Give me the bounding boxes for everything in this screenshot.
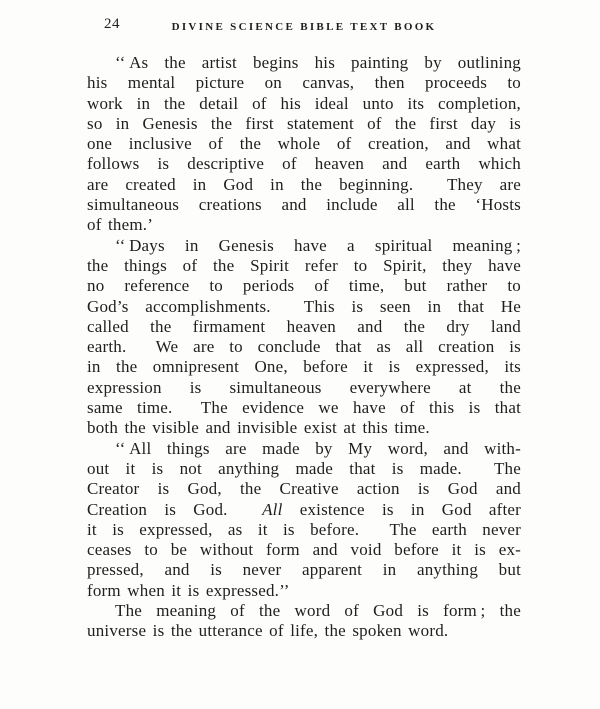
page-number: 24	[104, 16, 120, 32]
text-line: ‘‘ As the artist begins his painting by outlining	[115, 53, 521, 72]
text-line: ‘‘ All things are made by My word, and with-	[115, 438, 521, 458]
text-line: both the visible and invisible exist at this time.	[87, 418, 430, 438]
text-line: out it is not anything made that is made. The	[87, 458, 521, 478]
text-line	[87, 500, 521, 520]
text-line: the things of the Spirit refer to Spirit, they have	[87, 255, 521, 275]
text-line: simultaneous creations and include all the ‘Hosts	[87, 195, 521, 215]
text-line: expression is simultaneous everywhere at the	[87, 377, 521, 397]
italic-text: All	[262, 499, 283, 519]
text-line: one inclusive of the whole of creation, and what	[87, 134, 521, 154]
text-line: work in the detail of his ideal unto its completion,	[87, 93, 521, 113]
text-line: it is expressed, as it is before. The earth never	[87, 519, 521, 539]
text-line: of them.’	[87, 215, 154, 235]
text-segment: Creation is God.	[87, 499, 263, 519]
text-line: universe is the utterance of life, the spoken word.	[87, 621, 449, 641]
running-title: DIVINE SCIENCE BIBLE TEXT BOOK	[171, 21, 437, 33]
text-line: are created in God in the beginning. They are	[87, 174, 521, 194]
paragraph	[87, 439, 521, 601]
text-segment: existence is in God after	[282, 499, 521, 519]
paragraph	[87, 236, 521, 439]
text-line: pressed, and is never apparent in anything but	[87, 560, 521, 580]
text-line: follows is descriptive of heaven and earth which	[87, 154, 521, 174]
text-line: The meaning of the word of God is form ; the	[115, 601, 521, 621]
text-block	[87, 53, 521, 642]
text-line: Creator is God, the Creative action is God and	[87, 479, 521, 499]
text-line: ‘‘ Days in Genesis have a spiritual meaning ;	[115, 235, 521, 255]
text-line: form when it is expressed.’’	[87, 580, 290, 600]
text-line: in the omnipresent One, before it is expressed, its	[87, 357, 521, 377]
text-line: his mental picture on canvas, then proceeds to	[87, 73, 521, 93]
paragraph	[87, 53, 521, 236]
text-line: so in Genesis the first statement of the first day is	[87, 113, 521, 133]
text-line: called the firmament heaven and the dry land	[87, 316, 521, 336]
text-line: earth. We are to conclude that as all creation is	[87, 337, 521, 357]
paragraph	[87, 601, 521, 642]
text-line: same time. The evidence we have of this is that	[87, 398, 521, 418]
text-line: no reference to periods of time, but rather to	[87, 276, 521, 296]
text-line: God’s accomplishments. This is seen in that He	[87, 296, 521, 316]
text-line: ceases to be without form and void before it is ex-	[87, 540, 521, 560]
